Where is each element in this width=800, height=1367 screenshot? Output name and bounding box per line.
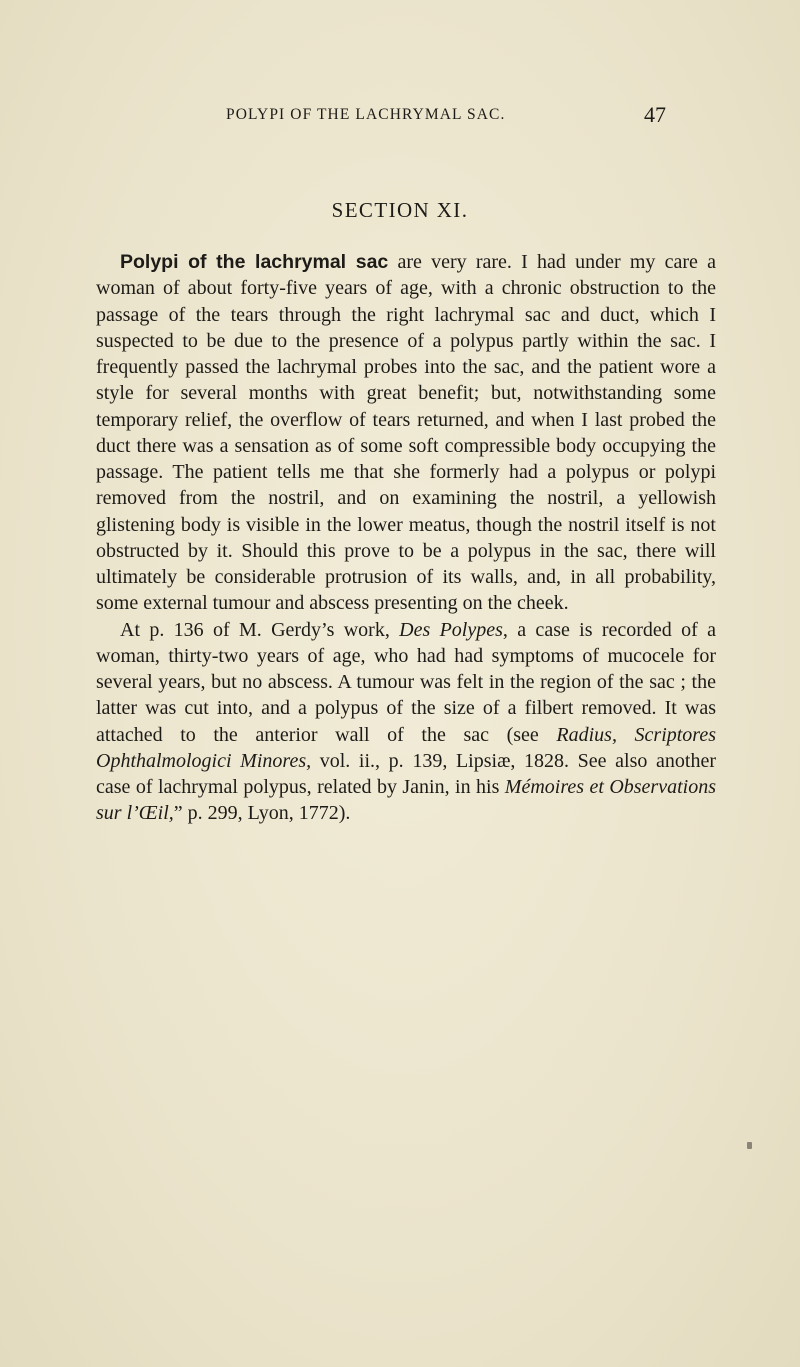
book-title-des-polypes: Des Polypes [399,618,503,641]
section-heading: SECTION XI. [331,198,469,222]
book-title-memoires: Mémoires et Observations sur l’Œil, [96,776,716,825]
body-text [96,249,716,827]
paragraph-1-text: are very rare. I had under my care a woman of about forty-five years of age, with a chronic obstruction to the passage of the tears through the right lachrymal sac and duct, which I suspected to be due to the presence of a polypus partly within the sac. I frequently passed the lachrymal probes into the sac, and the patient wore a style for several months with great benefit; but, notwithstanding some temporary relief, the overflow of tears returned, and when I last probed the duct there was a sensation as of some soft compressible body occupying the passage. The patient tells me that she formerly had a polypus or polypi removed from the nostril, and on examining the nostril, a yellowish glistening body is visible in the lower meatus, though the nostril itself is not obstructed by it. Should this prove to be a polypus in the sac, there will ultimately be considerable protrusion of its walls, and, in all probability, some external tumour and abscess presenting on the cheek. [96,251,716,615]
running-title: POLYPI OF THE LACHRYMAL SAC. [226,106,506,123]
paragraph-2: At p. 136 of M. Gerdy’s work, Des Polypes, a case is recorded of a woman, thirty-two years of age, who had had symptoms of mucocele for several years, but no abscess. A tumour was felt in the region of the sac ; the latter was cut into, and a polypus of the size of a filbert removed. It was attached to the anterior wall of the sac (see Radius, Scriptores Ophthalmologici Minores, vol. ii., p. 139, Lipsiæ, 1828. See also another case of lachrymal polypus, related by Janin, in his Mémoires et Observations sur l’Œil,” p. 299, Lyon, 1772). [96,618,717,825]
page-number: 47 [644,102,666,127]
paragraph-1 [96,249,716,617]
ink-speck [747,1142,752,1149]
book-title-radius: Radius, Scriptores Ophthalmologici Minores, [96,723,717,772]
lead-phrase: Polypi of the lachrymal sac [120,251,389,273]
running-head [226,102,666,128]
